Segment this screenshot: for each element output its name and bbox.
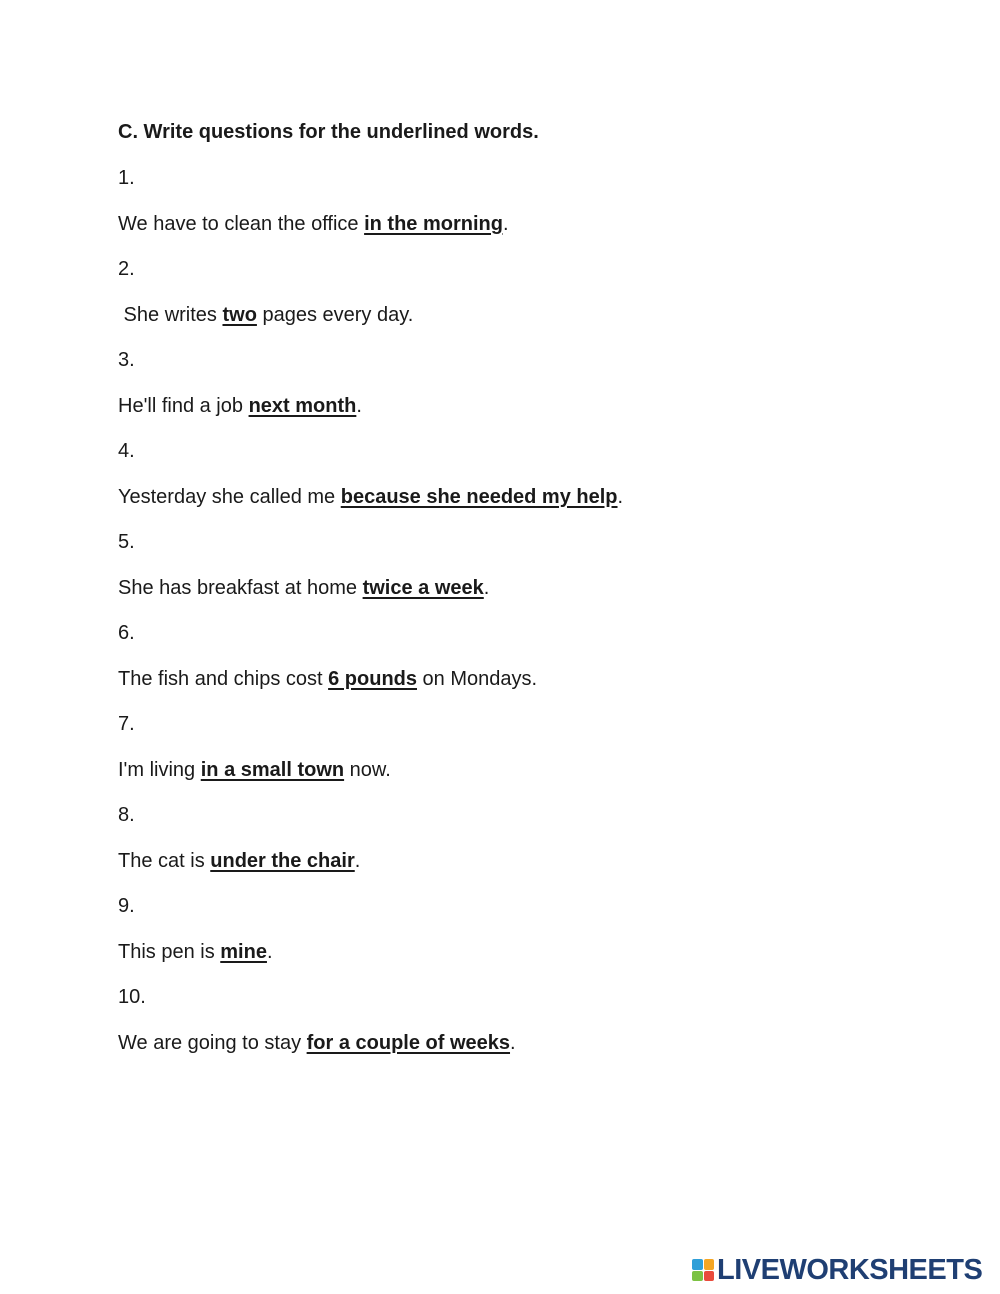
sentence-text: pages every day. (256, 303, 414, 326)
sentence-text: Yesterday she called me (118, 485, 341, 508)
sentence-text: The cat is (118, 849, 211, 872)
question-sentence (118, 483, 938, 511)
underlined-words: because she needed my help (340, 485, 618, 508)
logo-tile (692, 1271, 703, 1282)
question-number: 6. (118, 622, 135, 644)
underlined-words: twice a week (362, 576, 484, 599)
worksheet-heading: C. Write questions for the underlined words. (118, 121, 539, 143)
question-sentence (118, 574, 938, 602)
logo-text: LIVEWORKSHEETS (717, 1254, 983, 1286)
worksheet (118, 118, 938, 1074)
underlined-words: in a small town (200, 758, 345, 781)
question-number: 5. (118, 531, 135, 553)
sentence-text: I'm living (118, 758, 201, 781)
sentence-text: now. (344, 758, 391, 781)
underlined-words: 6 pounds (328, 667, 417, 690)
logo-tile (692, 1259, 703, 1270)
question-number: 8. (118, 804, 135, 826)
question-number: 4. (118, 440, 135, 462)
question-number: 7. (118, 713, 135, 735)
sentence-text: The fish and chips cost (118, 667, 329, 690)
question-sentence (118, 756, 938, 784)
question-number: 10. (118, 986, 146, 1008)
underlined-words: mine (220, 940, 267, 963)
question-sentence (118, 301, 938, 329)
question-list (118, 164, 938, 1057)
sentence-text: She writes (118, 303, 223, 326)
question-sentence (118, 392, 938, 420)
underlined-words: in the morning (364, 212, 503, 235)
sentence-text: She has breakfast at home (118, 576, 363, 599)
question-sentence (118, 665, 938, 693)
logo-tile (704, 1259, 715, 1270)
question-number: 2. (118, 258, 135, 280)
liveworksheets-logo-icon (692, 1259, 714, 1281)
sentence-text: . (483, 576, 490, 599)
sentence-text: . (617, 485, 624, 508)
underlined-words: next month (248, 394, 357, 417)
sentence-text: This pen is (118, 940, 221, 963)
logo-tile (704, 1271, 715, 1282)
question-number: 1. (118, 167, 135, 189)
sentence-text: We are going to stay (118, 1031, 307, 1054)
underlined-words: two (222, 303, 257, 326)
question-number: 9. (118, 895, 135, 917)
sentence-text: He'll find a job (118, 394, 249, 417)
underlined-words: under the chair (210, 849, 355, 872)
liveworksheets-logo (692, 1255, 982, 1285)
question-sentence (118, 210, 938, 238)
sentence-text: We have to clean the office (118, 212, 365, 235)
sentence-text: on Mondays. (417, 667, 538, 690)
sentence-text: . (266, 940, 273, 963)
question-sentence (118, 847, 938, 875)
sentence-text: . (510, 1031, 516, 1054)
question-sentence (118, 1029, 938, 1057)
question-sentence (118, 938, 938, 966)
sentence-text: . (356, 394, 362, 417)
sentence-text: . (354, 849, 361, 872)
underlined-words: for a couple of weeks (306, 1031, 511, 1054)
question-number: 3. (118, 349, 135, 371)
sentence-text: . (502, 212, 509, 235)
